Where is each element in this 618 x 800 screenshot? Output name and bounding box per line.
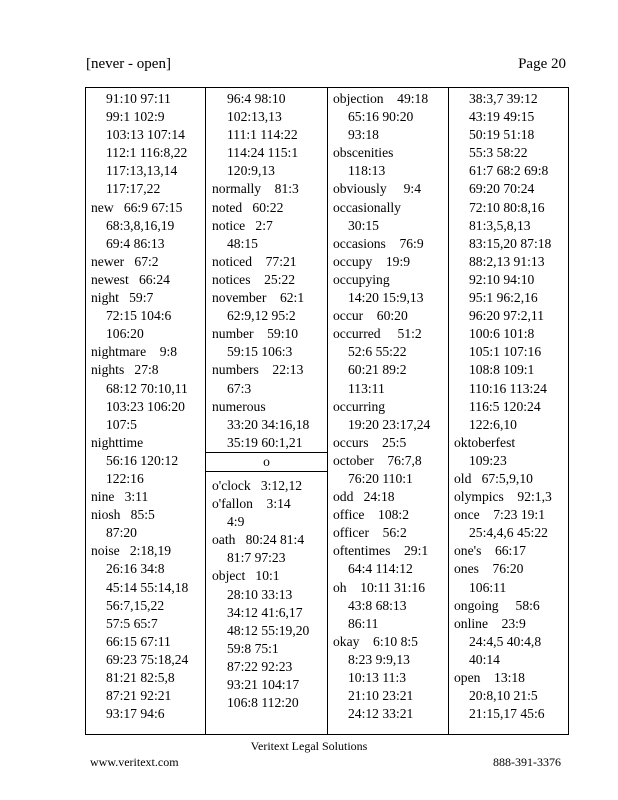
page-number: Page 20 (518, 56, 566, 72)
index-entry: one's 66:17 (454, 543, 526, 559)
index-subentry: 117:13,13,14 (106, 163, 178, 179)
index-subentry: 81:3,5,8,13 (469, 217, 531, 233)
index-entry: nights 27:8 (91, 362, 159, 378)
index-subentry: 48:15 (227, 235, 258, 251)
index-entry: night 59:7 (91, 290, 154, 306)
index-subentry: 87:22 92:23 (227, 658, 293, 674)
index-subentry: 68:3,8,16,19 (106, 217, 175, 233)
index-subentry: 111:1 114:22 (227, 127, 298, 143)
index-subentry: 28:10 33:13 (227, 586, 293, 602)
index-entry: officer 56:2 (333, 525, 407, 541)
index-entry: october 76:7,8 (333, 452, 422, 468)
index-subentry: 117:17,22 (106, 181, 161, 197)
index-column-2 (212, 90, 309, 452)
index-entry: oh 10:11 31:16 (333, 579, 426, 595)
index-subentry: 109:23 (469, 452, 507, 468)
index-entry: occupy 19:9 (333, 253, 411, 269)
index-entry: occurred 51:2 (333, 326, 422, 342)
index-subentry: 60:21 89:2 (348, 362, 407, 378)
index-subentry: 72:15 104:6 (106, 308, 172, 324)
index-subentry: 93:18 (348, 127, 379, 143)
index-subentry: 112:1 116:8,22 (106, 145, 188, 161)
index-subentry: 56:7,15,22 (106, 597, 165, 613)
index-entry: occur 60:20 (333, 308, 408, 324)
footer-company: Veritext Legal Solutions (250, 739, 368, 753)
index-entry: object 10:1 (212, 568, 280, 584)
index-entry: oath 80:24 81:4 (212, 532, 305, 548)
index-entry: newer 67:2 (91, 253, 159, 269)
index-subentry: 99:1 102:9 (106, 109, 165, 125)
index-entry: ones 76:20 (454, 561, 524, 577)
index-subentry: 56:16 120:12 (106, 452, 179, 468)
index-subentry: 14:20 15:9,13 (348, 290, 424, 306)
index-subentry: 108:8 109:1 (469, 362, 535, 378)
index-column-3 (333, 90, 430, 723)
index-subentry: 118:13 (348, 163, 386, 179)
index-subentry: 64:4 114:12 (348, 561, 413, 577)
index-entry: old 67:5,9,10 (454, 470, 533, 486)
index-subentry: 10:13 11:3 (348, 670, 407, 685)
index-entry: nighttime (91, 434, 144, 450)
index-subentry: 81:21 82:5,8 (106, 670, 175, 685)
index-subentry: 106:11 (469, 579, 507, 595)
index-subentry: 4:9 (227, 514, 245, 530)
footer-website: www.veritext.com (90, 755, 179, 769)
index-subentry: 62:9,12 95:2 (227, 308, 296, 324)
index-subentry: 33:20 34:16,18 (227, 416, 310, 432)
index-subentry: 21:10 23:21 (348, 688, 414, 704)
index-subentry: 26:16 34:8 (106, 561, 165, 577)
index-subentry: 93:21 104:17 (227, 677, 300, 693)
index-entry: oftentimes 29:1 (333, 543, 429, 559)
index-entry: okay 6:10 8:5 (333, 633, 418, 649)
index-subentry: 35:19 60:1,21 (227, 434, 303, 450)
index-entry: occurring (333, 398, 386, 414)
index-subentry: 21:15,17 45:6 (469, 706, 545, 722)
index-subentry: 24:12 33:21 (348, 706, 414, 722)
index-subentry: 30:15 (348, 217, 379, 233)
index-subentry: 100:6 101:8 (469, 326, 535, 342)
index-subentry: 8:23 9:9,13 (348, 651, 410, 667)
index-entry: number 59:10 (212, 326, 299, 342)
index-subentry: 96:4 98:10 (227, 91, 286, 106)
index-subentry: 122:16 (106, 470, 144, 486)
index-subentry: 38:3,7 39:12 (469, 91, 538, 106)
index-subentry: 69:20 70:24 (469, 181, 535, 197)
index-entry: nine 3:11 (91, 489, 149, 505)
index-entry: noted 60:22 (212, 199, 284, 215)
index-subentry: 116:5 120:24 (469, 398, 541, 414)
index-entry: numerous (212, 398, 266, 414)
index-subentry: 50:19 51:18 (469, 127, 535, 143)
index-entry: noise 2:18,19 (91, 543, 172, 559)
index-entry: noticed 77:21 (212, 253, 297, 269)
column-divider (448, 88, 449, 734)
index-subentry: 86:11 (348, 615, 379, 631)
index-subentry: 102:13,13 (227, 109, 282, 125)
index-subentry: 69:4 86:13 (106, 235, 165, 251)
index-subentry: 19:20 23:17,24 (348, 416, 431, 432)
index-subentry: 107:5 (106, 416, 137, 432)
index-subentry: 55:3 58:22 (469, 145, 528, 161)
index-entry: office 108:2 (333, 507, 410, 523)
index-subentry: 88:2,13 91:13 (469, 253, 545, 269)
index-entry: occasionally (333, 199, 401, 215)
index-subentry: 103:23 106:20 (106, 398, 185, 414)
index-subentry: 105:1 107:16 (469, 344, 542, 360)
index-entry: once 7:23 19:1 (454, 507, 545, 523)
index-subentry: 103:13 107:14 (106, 127, 185, 143)
column-divider (205, 88, 206, 734)
index-subentry: 110:16 113:24 (469, 380, 547, 396)
index-subentry: 68:12 70:10,11 (106, 380, 188, 396)
index-subentry: 40:14 (469, 651, 500, 667)
index-entry: notice 2:7 (212, 217, 273, 233)
index-entry: occasions 76:9 (333, 235, 424, 251)
index-subentry: 52:6 55:22 (348, 344, 407, 360)
index-subentry: 106:20 (106, 326, 144, 342)
index-subentry: 59:15 106:3 (227, 344, 293, 360)
index-subentry: 72:10 80:8,16 (469, 199, 545, 215)
index-entry: niosh 85:5 (91, 507, 155, 523)
page-range-header: [never - open] (86, 56, 171, 72)
index-subentry: 43:19 49:15 (469, 109, 535, 125)
index-subentry: 91:10 97:11 (106, 91, 171, 106)
index-subentry: 81:7 97:23 (227, 550, 286, 566)
index-subentry: 122:6,10 (469, 416, 517, 432)
index-entry: o'fallon 3:14 (212, 496, 291, 512)
index-subentry: 113:11 (348, 380, 385, 396)
index-subentry: 43:8 68:13 (348, 597, 407, 613)
index-subentry: 24:4,5 40:4,8 (469, 633, 542, 649)
index-entry: obscenities (333, 145, 394, 161)
index-subentry: 48:12 55:19,20 (227, 622, 310, 638)
index-entry: notices 25:22 (212, 271, 296, 287)
index-subentry: 87:20 (106, 525, 137, 541)
index-column-2b (212, 477, 309, 712)
column-divider (327, 88, 328, 734)
index-subentry: 83:15,20 87:18 (469, 235, 552, 251)
index-subentry: 61:7 68:2 69:8 (469, 163, 549, 179)
index-column-4 (454, 90, 552, 723)
index-entry: numbers 22:13 (212, 362, 304, 378)
index-entry: odd 24:18 (333, 489, 395, 505)
index-entry: new 66:9 67:15 (91, 199, 183, 215)
index-entry: olympics 92:1,3 (454, 489, 552, 505)
index-entry: november 62:1 (212, 290, 305, 306)
index-subentry: 92:10 94:10 (469, 271, 535, 287)
footer-phone: 888-391-3376 (493, 755, 561, 769)
index-subentry: 76:20 110:1 (348, 470, 413, 486)
index-entry: online 23:9 (454, 615, 526, 631)
index-subentry: 95:1 96:2,16 (469, 290, 538, 306)
index-subentry: 67:3 (227, 380, 252, 396)
index-subentry: 66:15 67:11 (106, 633, 171, 649)
index-subentry: 96:20 97:2,11 (469, 308, 545, 324)
index-entry: ongoing 58:6 (454, 597, 540, 613)
letter-heading: o (206, 452, 327, 472)
index-column-1 (91, 90, 188, 723)
index-subentry: 45:14 55:14,18 (106, 579, 189, 595)
index-subentry: 65:16 90:20 (348, 109, 414, 125)
index-subentry: 20:8,10 21:5 (469, 688, 538, 704)
index-subentry: 93:17 94:6 (106, 706, 165, 722)
index-entry: o'clock 3:12,12 (212, 478, 303, 493)
index-subentry: 106:8 112:20 (227, 695, 299, 711)
index-frame (85, 87, 569, 735)
index-subentry: 114:24 115:1 (227, 145, 299, 161)
index-entry: newest 66:24 (91, 271, 170, 287)
index-entry: open 13:18 (454, 670, 525, 685)
index-entry: nightmare 9:8 (91, 344, 178, 360)
index-entry: obviously 9:4 (333, 181, 421, 197)
index-entry: normally 81:3 (212, 181, 299, 197)
index-subentry: 59:8 75:1 (227, 640, 279, 656)
index-entry: objection 49:18 (333, 91, 429, 106)
index-subentry: 57:5 65:7 (106, 615, 158, 631)
index-entry: occupying (333, 271, 390, 287)
index-subentry: 34:12 41:6,17 (227, 604, 303, 620)
index-subentry: 87:21 92:21 (106, 688, 172, 704)
index-subentry: 69:23 75:18,24 (106, 651, 189, 667)
index-subentry: 25:4,4,6 45:22 (469, 525, 548, 541)
index-subentry: 120:9,13 (227, 163, 275, 179)
index-entry: occurs 25:5 (333, 434, 407, 450)
index-entry: oktoberfest (454, 434, 516, 450)
